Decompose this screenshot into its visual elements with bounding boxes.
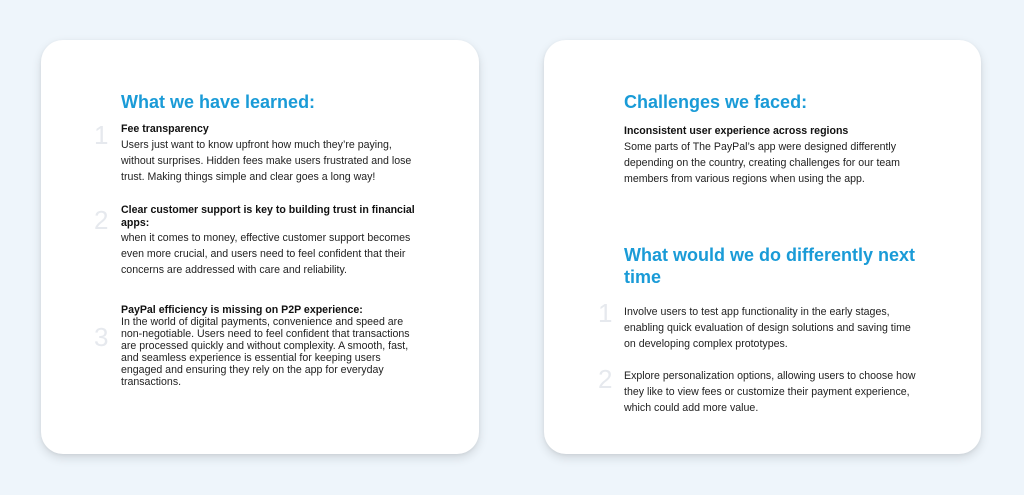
learned-item-2-title: Clear customer support is key to building trust in financial apps:	[121, 204, 415, 229]
learned-item-1-title: Fee transparency	[121, 123, 209, 135]
learned-item-2	[121, 204, 421, 278]
learned-item-3	[121, 304, 421, 388]
item-number-2: 2	[94, 205, 109, 235]
learned-item-2-body: when it comes to money, effective customer support becomes even more crucial, and users need to feel confident that their concerns are addressed with care and reliability.	[121, 232, 411, 276]
learned-item-1	[121, 121, 421, 185]
next-number-2: 2	[598, 364, 613, 394]
learned-item-1-body: Users just want to know upfront how much they’re paying, without surprises. Hidden fees make users frustrated and lose trust. Making things simple and clear goes a long way!	[121, 139, 412, 183]
item-number-3: 3	[94, 322, 109, 352]
challenge-item-title: Inconsistent user experience across regions	[624, 125, 849, 137]
next-item-2-body: Explore personalization options, allowing users to choose how they like to view fees or customize their payment experience, which could add more value.	[624, 370, 916, 414]
differently-heading: What would we do differently next time	[624, 245, 916, 287]
challenges-heading: Challenges we faced:	[624, 92, 808, 112]
learned-item-3-title: PayPal efficiency is missing on P2P experience:	[121, 304, 363, 316]
challenges-card	[544, 40, 981, 454]
next-item-1	[624, 304, 924, 352]
learned-heading: What we have learned:	[121, 92, 316, 112]
challenge-item	[624, 123, 924, 187]
item-number-1: 1	[94, 120, 109, 150]
next-number-1: 1	[598, 298, 613, 328]
next-item-2	[624, 368, 924, 416]
challenge-item-body: Some parts of The PayPal’s app were designed differently depending on the country, creating challenges for our team members from various regions when using the app.	[624, 141, 901, 185]
learned-card	[41, 40, 479, 454]
next-item-1-body: Involve users to test app functionality in the early stages, enabling quick evaluation of design solutions and saving time on developing complex prototypes.	[624, 306, 911, 350]
learned-item-3-body: In the world of digital payments, convenience and speed are non-negotiable. Users need to feel confident that transactions are processed quickly and without complexity. A smooth, fast, and seamless experience is essential for keeping users engaged and ensuring they rely on the app for everyday transactions.	[121, 316, 410, 388]
